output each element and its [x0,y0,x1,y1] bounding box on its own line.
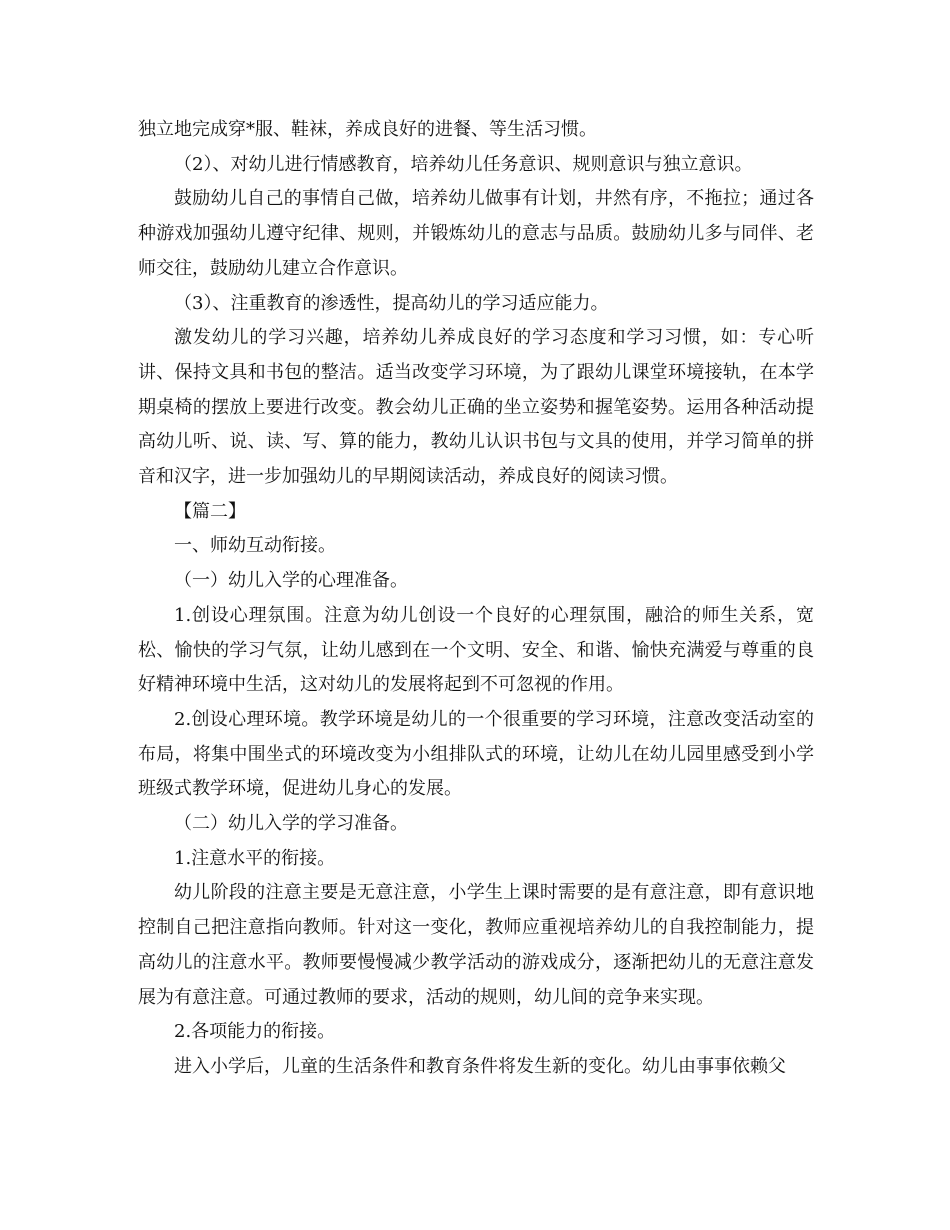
heading-abilities: 2.各项能力的衔接。 [174,1021,336,1043]
heading-teacher-child-interaction: 一、师幼互动衔接。 [174,535,336,557]
subheading-psychological-preparation: （一）幼儿入学的心理准备。 [174,570,408,592]
document-body [138,113,814,1085]
section-heading-part-two: 【篇二】 [174,500,246,522]
paragraph-abilities: 进入小学后，儿童的生活条件和教育条件将发生新的变化。幼儿由事事依赖父 [174,1055,786,1077]
paragraph-attention: 幼儿阶段的注意主要是无意注意，小学生上课时需要的是有意注意，即有意识地控制自己把注意指向教师。针对这一变化，教师应重视培养幼儿的自我控制能力，提高幼儿的注意水平。教师要慢慢减少教学活动的游戏成分，逐渐把幼儿的无意注意发展为有意注意。可通过教师的要求，活动的规则，幼儿间的竞争来实现。 [138,882,814,1008]
heading-attention-level: 1.注意水平的衔接。 [174,847,336,869]
paragraph-psychological-atmosphere: 1.创设心理氛围。注意为幼儿创设一个良好的心理氛围，融洽的师生关系，宽松、愉快的学习气氛，让幼儿感到在一个文明、安全、和谐、愉快充满爱与尊重的良好精神环境中生活，这对幼儿的发展将起到不可忽视的作用。 [138,604,814,696]
paragraph-5: 激发幼儿的学习兴趣，培养幼儿养成良好的学习态度和学习习惯，如：专心听讲、保持文具和书包的整洁。适当改变学习环境，为了跟幼儿课堂环境接轨，在本学期桌椅的摆放上要进行改变。教会幼儿正确的坐立姿势和握笔姿势。运用各种活动提高幼儿听、说、读、写、算的能力，教幼儿认识书包与文具的使用，并学习简单的拼音和汉字，进一步加强幼儿的早期阅读活动，养成良好的阅读习惯。 [138,327,814,488]
subheading-learning-preparation: （二）幼儿入学的学习准备。 [174,813,408,835]
paragraph-4: （3）、注重教育的渗透性，提高幼儿的学习适应能力。 [174,292,609,314]
paragraph-3: 鼓励幼儿自己的事情自己做，培养幼儿做事有计划，井然有序，不拖拉；通过各种游戏加强幼儿遵守纪律、规则，并锻炼幼儿的意志与品质。鼓励幼儿多与同伴、老师交往，鼓励幼儿建立合作意识。 [138,188,814,279]
paragraph-1: 独立地完成穿*服、鞋袜，养成良好的进餐、等生活习惯。 [138,119,597,140]
paragraph-psychological-environment: 2.创设心理环境。教学环境是幼儿的一个很重要的学习环境，注意改变活动室的布局，将集中围坐式的环境改变为小组排队式的环境，让幼儿在幼儿园里感受到小学班级式教学环境，促进幼儿身心的发展。 [138,708,814,800]
paragraph-2: （2）、对幼儿进行情感教育，培养幼儿任务意识、规则意识与独立意识。 [174,153,753,175]
